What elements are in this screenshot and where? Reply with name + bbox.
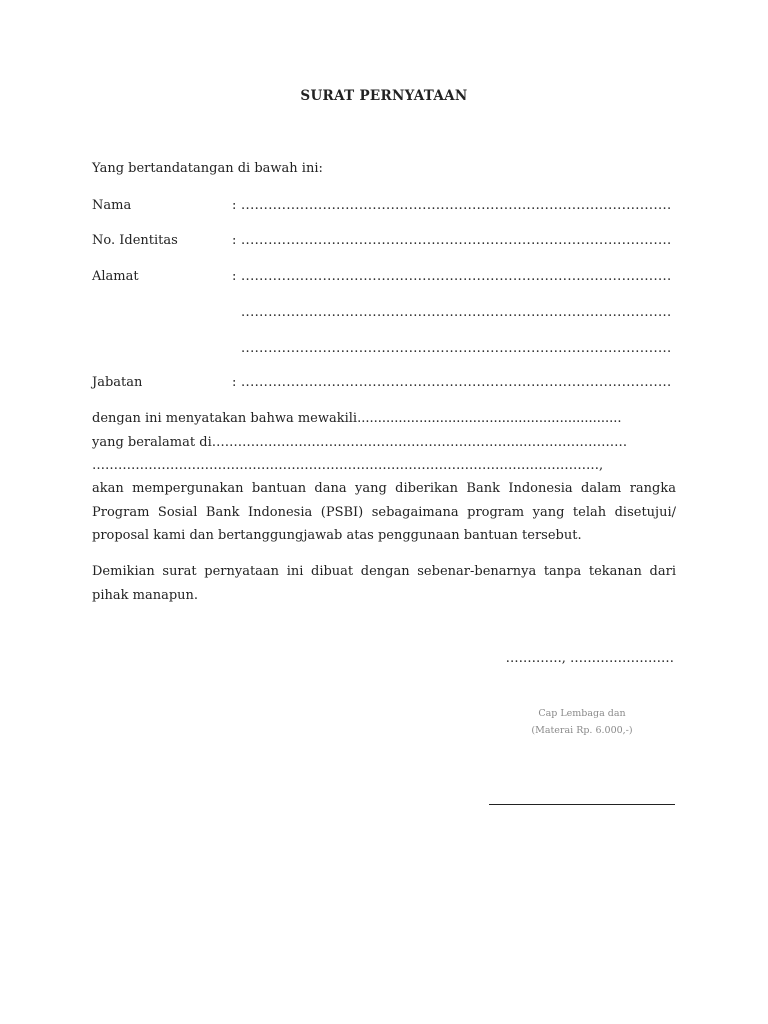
statement-line: Program Sosial Bank Indonesia (PSBI) sebagaimana program yang telah disetujui/	[92, 505, 676, 520]
signature-line	[489, 804, 675, 805]
field-blank-alamat: ...............................................................................................	[241, 269, 672, 284]
statement-line: proposal kami dan bertanggungjawab atas penggunaan bantuan tersebut.	[92, 528, 582, 543]
statement-line: akan mempergunakan bantuan dana yang diberikan Bank Indonesia dalam rangka	[92, 481, 676, 496]
closing-line: pihak manapun.	[92, 588, 199, 603]
document-title: SURAT PERNYATAAN	[300, 88, 468, 104]
stamp-note: Cap Lembaga dan	[538, 708, 626, 719]
field-label-alamat: Alamat	[92, 269, 139, 284]
field-blank-alamat-line-3: ...............................................................................................	[241, 341, 672, 356]
intro-text: Yang bertandatangan di bawah ini:	[92, 161, 323, 176]
field-colon: :	[232, 198, 237, 213]
field-label-no-identitas: No. Identitas	[92, 233, 178, 248]
closing-line: Demikian surat pernyataan ini dibuat dengan sebenar-benarnya tanpa tekanan dari	[92, 564, 676, 579]
place-date-blank: …………., ……………………	[505, 651, 674, 666]
field-label-nama: Nama	[92, 198, 132, 213]
field-label-jabatan: Jabatan	[92, 375, 143, 390]
field-colon: :	[232, 269, 237, 284]
field-colon: :	[232, 233, 237, 248]
field-blank-alamat-line-2: ...............................................................................................	[241, 305, 672, 320]
field-blank-nama: ...............................................................................................	[241, 198, 672, 213]
statement-line: yang beralamat di……………………………………………………………...……………………	[92, 435, 628, 450]
field-blank-no-identitas: ...............................................................................................	[241, 233, 672, 248]
stamp-note: (Materai Rp. 6.000,-)	[531, 725, 633, 736]
field-colon: :	[232, 375, 237, 390]
field-blank-jabatan: ...............................................................................................	[241, 375, 672, 390]
statement-line: dengan ini menyatakan bahwa mewakili................................................................	[92, 411, 622, 426]
statement-line: ………………………………………………………………………………………………………,	[92, 458, 604, 473]
